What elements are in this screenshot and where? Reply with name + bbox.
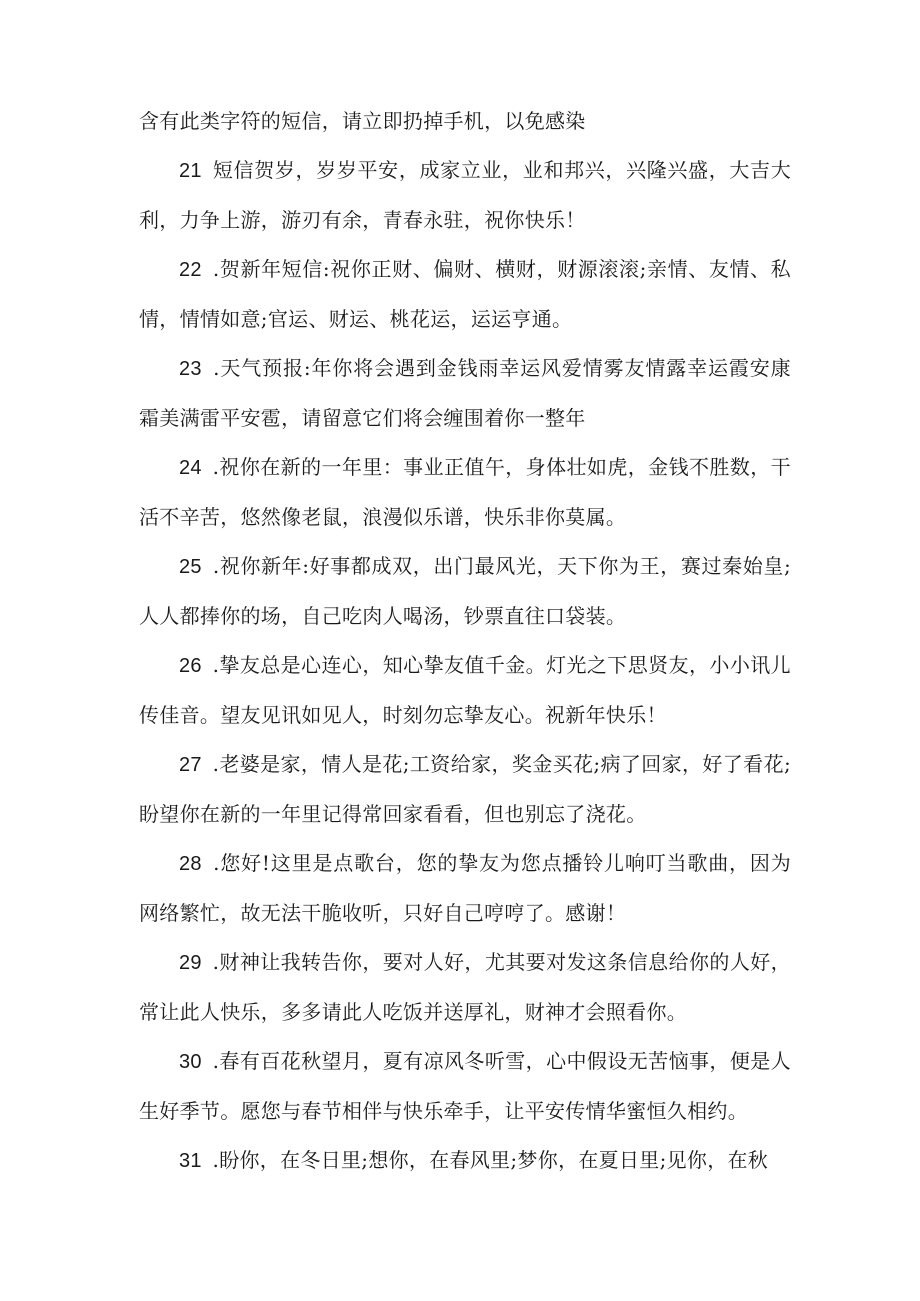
paragraph-number: 22 (179, 259, 202, 281)
paragraph-number: 29 (179, 952, 202, 974)
paragraph-text: .老婆是家，情人是花;工资给家，奖金买花;病了回家，好了看花;盼望你在新的一年里记得常回家看看，但也别忘了浇花。 (139, 752, 791, 826)
paragraph (139, 740, 791, 839)
paragraph-number: 24 (179, 457, 202, 479)
paragraph-text: .财神让我转告你，要对人好，尤其要对发这条信息给你的人好，常让此人快乐，多多请此人吃饭并送厚礼，财神才会照看你。 (139, 950, 791, 1024)
paragraph-number: 25 (179, 556, 202, 578)
paragraph-text: .祝你新年:好事都成双，出门最风光，天下你为王，赛过秦始皇;人人都捧你的场，自己吃肉人喝汤，钞票直往口袋装。 (139, 554, 791, 628)
paragraph (139, 839, 791, 938)
paragraph-text: .贺新年短信:祝你正财、偏财、横财，财源滚滚;亲情、友情、私情，情情如意;官运、财运、桃花运，运运亨通。 (139, 257, 791, 331)
paragraph-number: 30 (179, 1051, 202, 1073)
paragraph (139, 938, 791, 1037)
paragraph-number: 31 (179, 1150, 202, 1172)
paragraph-text: .挚友总是心连心，知心挚友值千金。灯光之下思贤友，小小讯儿传佳音。望友见讯如见人，时刻勿忘挚友心。祝新年快乐！ (139, 653, 791, 727)
paragraph (139, 1037, 791, 1136)
document-body (139, 97, 791, 1186)
paragraph-text: .春有百花秋望月，夏有凉风冬听雪，心中假设无苦恼事，便是人生好季节。愿您与春节相伴与快乐牵手，让平安传情华蜜恒久相约。 (139, 1049, 791, 1123)
paragraph (139, 97, 791, 146)
paragraph (139, 542, 791, 641)
paragraph-text: .盼你，在冬日里;想你，在春风里;梦你，在夏日里;见你，在秋 (212, 1148, 769, 1172)
paragraph (139, 641, 791, 740)
paragraph-text: 短信贺岁，岁岁平安，成家立业，业和邦兴，兴隆兴盛，大吉大利，力争上游，游刃有余，青春永驻，祝你快乐！ (139, 158, 791, 232)
paragraph (139, 146, 791, 245)
paragraph-number: 28 (179, 853, 202, 875)
paragraph (139, 443, 791, 542)
paragraph-number: 21 (179, 160, 202, 182)
paragraph (139, 245, 791, 344)
paragraph (139, 344, 791, 443)
paragraph-number: 26 (179, 655, 202, 677)
paragraph-text: .您好!这里是点歌台，您的挚友为您点播铃儿响叮当歌曲，因为网络繁忙，故无法干脆收听，只好自己哼哼了。感谢！ (139, 851, 792, 925)
paragraph-text: .祝你在新的一年里：事业正值午，身体壮如虎，金钱不胜数，干活不辛苦，悠然像老鼠，浪漫似乐谱，快乐非你莫属。 (139, 455, 791, 529)
paragraph (139, 1136, 791, 1186)
paragraph-number: 23 (179, 358, 202, 380)
paragraph-text: 含有此类字符的短信，请立即扔掉手机，以免感染 (139, 109, 586, 133)
paragraph-number: 27 (179, 754, 202, 776)
paragraph-text: .天气预报:年你将会遇到金钱雨幸运风爱情雾友情露幸运霞安康霜美满雷平安雹，请留意它们将会缠围着你一整年 (139, 356, 791, 430)
